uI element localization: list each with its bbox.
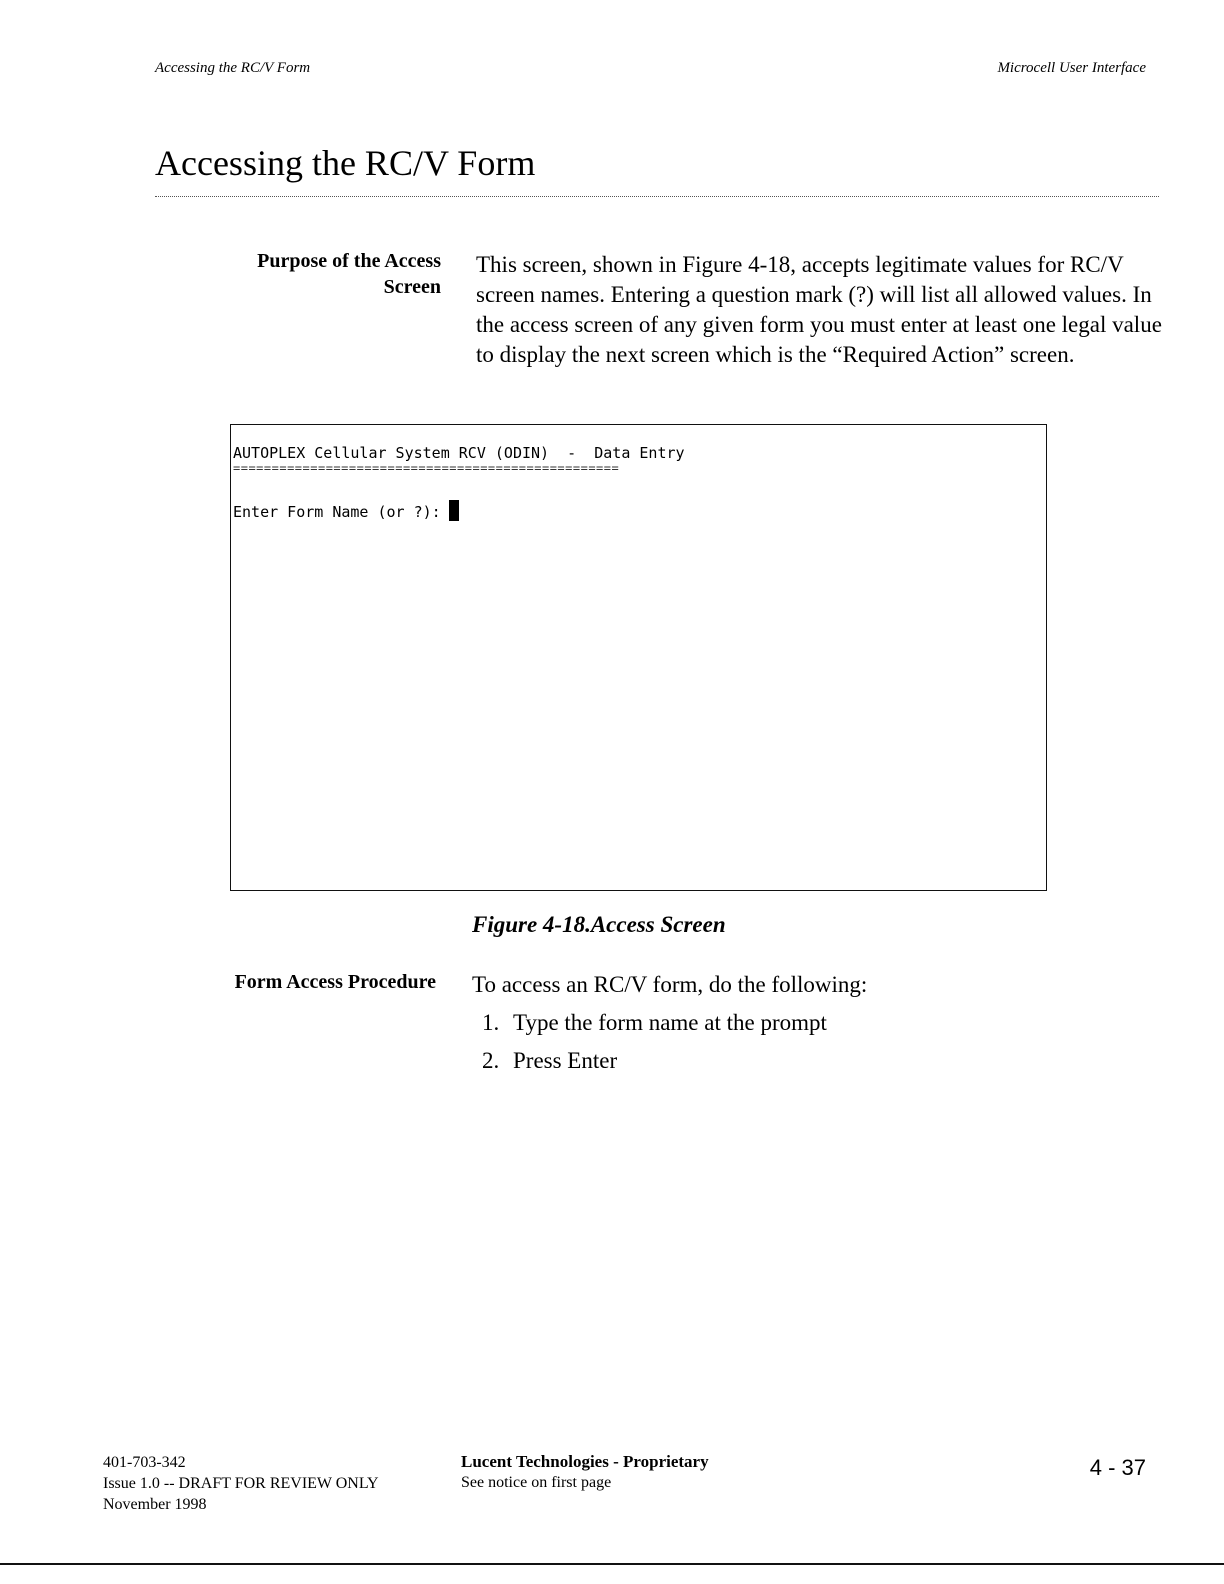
footer-center [461, 1451, 709, 1493]
access-screen-terminal [230, 424, 1047, 891]
terminal-title: AUTOPLEX Cellular System RCV (ODIN) - Data Entry [233, 444, 685, 462]
notice-line: See notice on first page [461, 1474, 612, 1491]
footer-left [103, 1452, 379, 1515]
cursor-block-icon [449, 500, 459, 521]
procedure-steps [482, 1008, 827, 1084]
page-number: 4 - 37 [1089, 1455, 1146, 1480]
procedure-intro: To access an RC/V form, do the following: [472, 972, 868, 997]
purpose-heading [155, 248, 441, 300]
step-number: 1. [482, 1010, 500, 1035]
purpose-heading-line1: Purpose of the Access [257, 250, 441, 272]
footer-divider [0, 1563, 1224, 1565]
issue-line: Issue 1.0 -- DRAFT FOR REVIEW ONLY [103, 1475, 379, 1492]
figure-caption: Figure 4-18.Access Screen [472, 912, 726, 937]
list-item [482, 1008, 827, 1038]
list-item [482, 1046, 827, 1076]
terminal-prompt-label: Enter Form Name (or ?): [233, 503, 441, 521]
running-header-right: Microcell User Interface [997, 60, 1146, 76]
title-divider [155, 196, 1159, 197]
doc-number: 401-703-342 [103, 1454, 186, 1471]
issue-date: November 1998 [103, 1496, 207, 1513]
running-header-left: Accessing the RC/V Form [155, 60, 311, 76]
purpose-heading-line2: Screen [383, 276, 441, 298]
purpose-paragraph: This screen, shown in Figure 4-18, accepts legitimate values for RC/V screen names. Entering a question mark (?) will list all allowed values. In the access screen of any given form you must enter at least one legal value to display the next screen which is the “Required Action” screen. [476, 252, 1162, 367]
procedure-heading: Form Access Procedure [234, 971, 436, 993]
page-title: Accessing the RC/V Form [155, 143, 536, 183]
step-number: 2. [482, 1048, 500, 1073]
step-text: Type the form name at the prompt [513, 1010, 827, 1035]
step-text: Press Enter [513, 1048, 618, 1073]
terminal-prompt-row [233, 500, 459, 521]
terminal-separator: ================================================== [233, 461, 620, 475]
proprietary-label: Lucent Technologies - Proprietary [461, 1452, 709, 1471]
